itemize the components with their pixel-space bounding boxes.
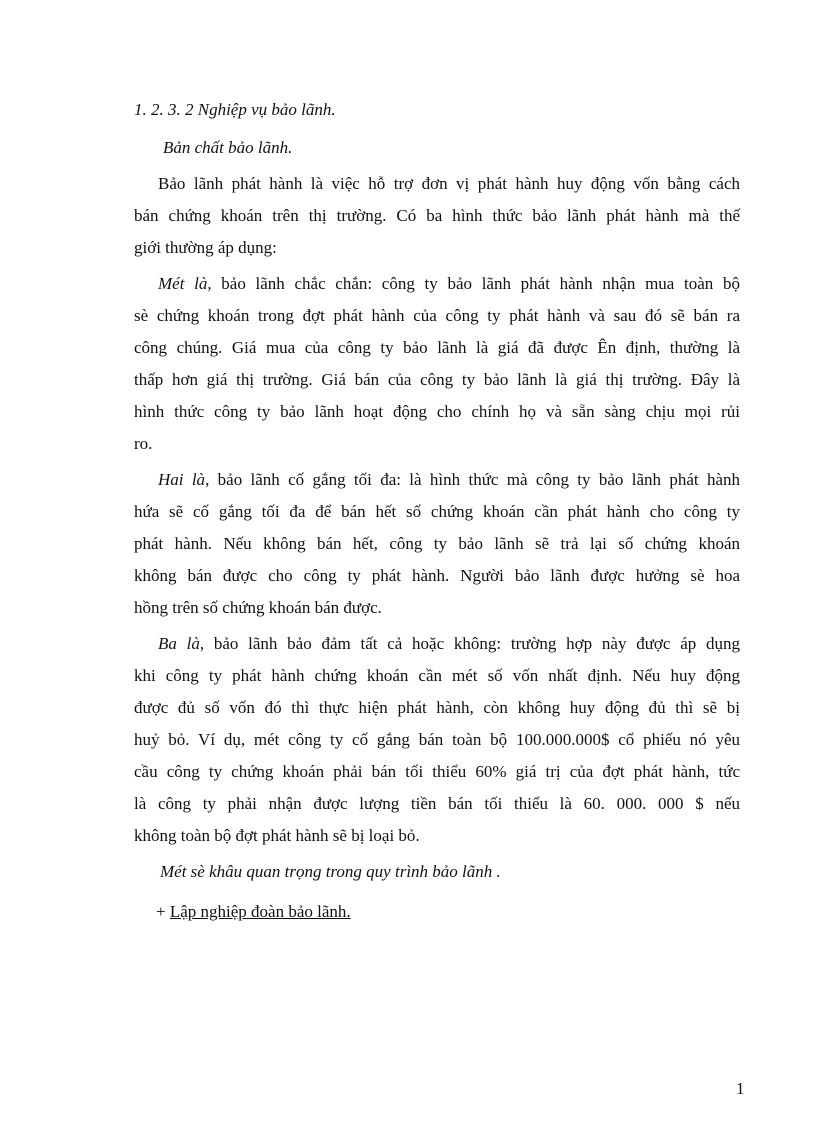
page-number: 1 <box>736 1079 745 1098</box>
para2-line1 <box>158 274 740 294</box>
para1-line2: bán chứng khoán trên thị trường. Có ba hình thức bảo lãnh phát hành mà thế <box>134 206 740 225</box>
para3-line3: phát hành. Nếu không bán hết, công ty bảo lãnh sẽ trả lại số chứng khoán <box>134 534 740 553</box>
para2-lead: Mét là <box>158 274 208 293</box>
para3-line5: hồng trên số chứng khoán bán được. <box>134 598 382 617</box>
para2-line3: công chúng. Giá mua của công ty bảo lãnh là giá đã được Ên định, thường là <box>134 338 740 357</box>
para1-line3: giới thường áp dụng: <box>134 238 277 257</box>
bullet-text: Lập nghiệp đoàn bảo lãnh. <box>169 902 351 921</box>
para2-line1-rest: , bảo lãnh chắc chắn: công ty bảo lãnh phát hành nhận mua toàn bộ <box>207 274 740 293</box>
para3-lead: Hai là <box>158 470 206 489</box>
bullet-item <box>156 902 351 922</box>
section-heading: 1. 2. 3. 2 Nghiệp vụ bảo lãnh. <box>134 100 336 119</box>
para3-line2: hứa sẽ cố gắng tối đa để bán hết số chứng khoán cần phát hành cho công ty <box>134 502 740 521</box>
bullet-marker: + <box>156 902 166 921</box>
para2-line4: thấp hơn giá thị trường. Giá bán của công ty bảo lãnh là giá thị trường. Đây là <box>134 370 740 389</box>
para4-line1 <box>158 634 740 654</box>
subheading-nature: Bản chất bảo lãnh. <box>163 138 293 157</box>
para4-line4: huỷ bỏ. Ví dụ, mét công ty cố gắng bán toàn bộ 100.000.000$ cổ phiếu nó yêu <box>134 730 740 749</box>
para3-line1-rest: , bảo lãnh cố gắng tối đa: là hình thức mà công ty bảo lãnh phát hành <box>205 470 740 489</box>
para2-line2: sè chứng khoán trong đợt phát hành của công ty phát hành và sau đó sẽ bán ra <box>134 306 740 325</box>
para2-line5: hình thức công ty bảo lãnh hoạt động cho chính họ và sẵn sàng chịu mọi rủi <box>134 402 740 421</box>
para3-line4: không bán được cho công ty phát hành. Người bảo lãnh được hưởng sè hoa <box>134 566 740 585</box>
para4-line5: cầu công ty chứng khoán phải bán tối thiểu 60% giá trị của đợt phát hành, tức <box>134 762 740 781</box>
para2-line6: ro. <box>134 434 153 453</box>
subheading-key-steps: Mét sè khâu quan trọng trong quy trình bảo lãnh . <box>160 862 501 881</box>
para4-line2: khi công ty phát hành chứng khoán cần mét số vốn nhất định. Nếu huy động <box>134 666 740 685</box>
para4-line1-rest: , bảo lãnh bảo đảm tất cả hoặc không: trường hợp này được áp dụng <box>199 634 740 653</box>
para4-line3: được đủ số vốn đó thì thực hiện phát hành, còn không huy động đủ thì sẽ bị <box>134 698 740 717</box>
para4-line6: là công ty phải nhận được lượng tiền bán tối thiểu là 60. 000. 000 $ nếu <box>134 794 740 813</box>
para4-line7: không toàn bộ đợt phát hành sẽ bị loại bỏ. <box>134 826 420 845</box>
para1-line1: Bảo lãnh phát hành là việc hỗ trợ đơn vị phát hành huy động vốn bằng cách <box>158 174 740 193</box>
para4-lead: Ba là <box>158 634 200 653</box>
para3-line1 <box>158 470 740 490</box>
